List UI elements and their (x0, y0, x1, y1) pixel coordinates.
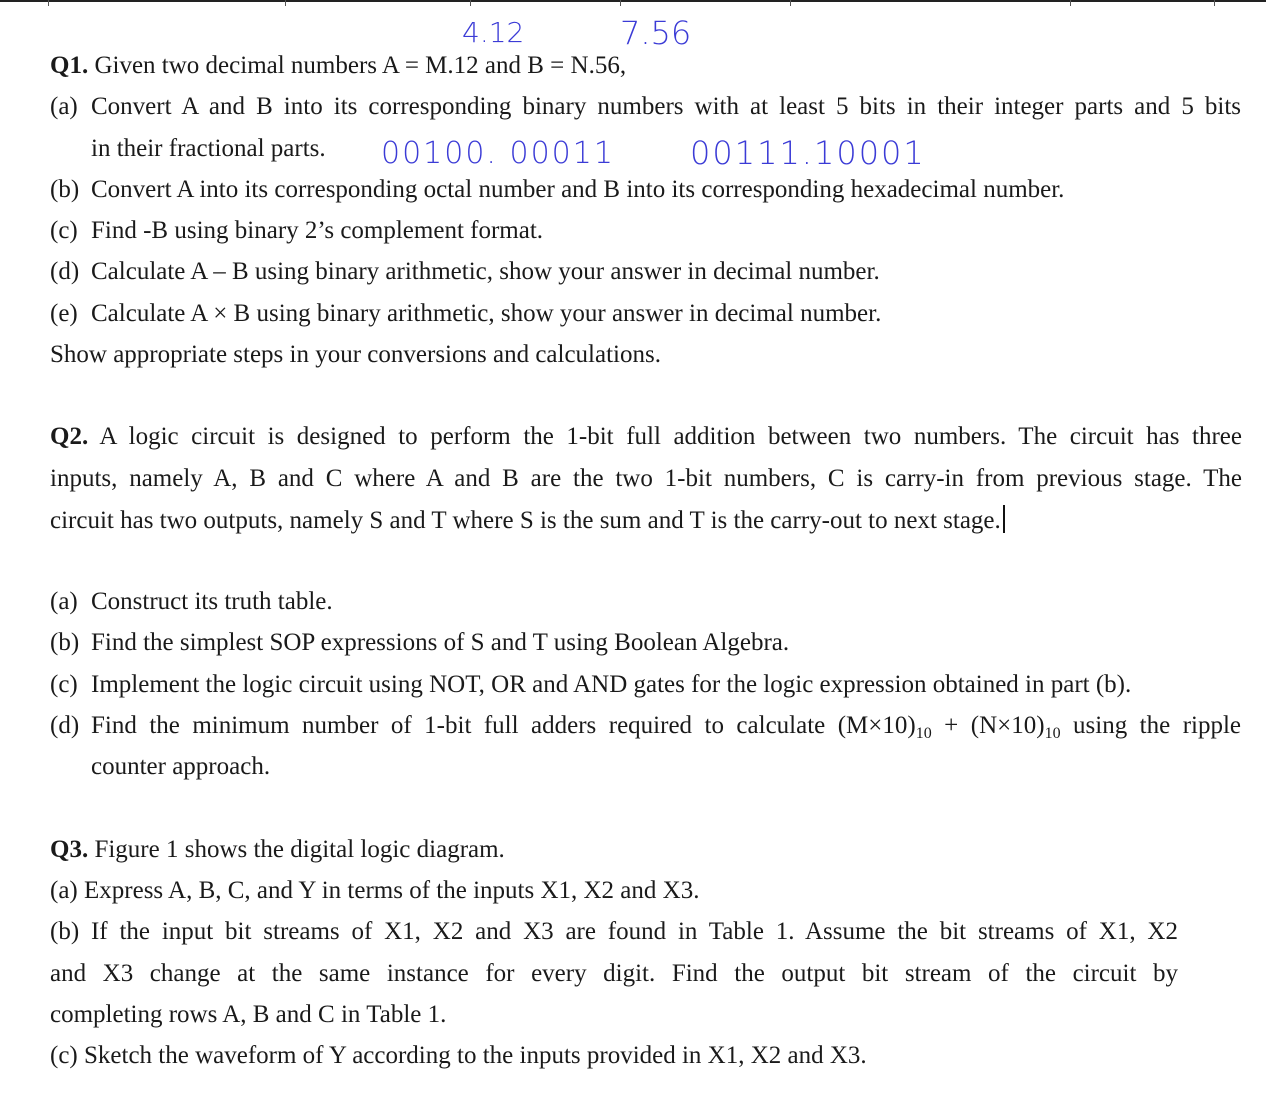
q3c-text: (c) Sketch the waveform of Y according to the inputs provided in X1, X2 and X3. (50, 1042, 867, 1069)
q1d-text: Calculate A – B using binary arithmetic, show your answer in decimal number. (91, 258, 880, 285)
table-cell-divider (470, 0, 471, 6)
table-cell-divider (790, 0, 791, 6)
q2d-label: (d) (50, 712, 80, 739)
q2-line1 (50, 422, 1242, 452)
table-cell-divider (1070, 0, 1071, 6)
q2d-text-line2: counter approach. (91, 753, 271, 780)
q1d-label: (d) (50, 258, 80, 285)
q3a-text: (a) Express A, B, C, and Y in terms of the inputs X1, X2 and X3. (50, 877, 700, 904)
q1b-label: (b) (50, 176, 80, 203)
q1-footer: Show appropriate steps in your conversions and calculations. (50, 341, 661, 368)
q2c-text: Implement the logic circuit using NOT, OR and AND gates for the logic expression obtained in part (b). (91, 671, 1132, 698)
q2-line1-text: A logic circuit is designed to perform the 1-bit full addition between two numbers. The circuit has three (99, 423, 1242, 450)
q3b-line2: and X3 change at the same instance for every digit. Find the output bit stream of the circuit by (50, 960, 1178, 987)
q1a-label: (a) (50, 93, 78, 120)
q2-line3 (50, 505, 1005, 536)
q3-intro (50, 835, 505, 865)
q2-line2: inputs, namely A, B and C where A and B are the two 1-bit numbers, C is carry-in from previous stage. The (50, 465, 1242, 492)
q2c-label: (c) (50, 671, 78, 698)
q1e-label: (e) (50, 300, 78, 327)
q1-intro (50, 51, 626, 81)
q2d-text-pre: Find the minimum number of 1-bit full adders required to calculate (M×10) (91, 712, 916, 739)
q1a-text-line1: Convert A and B into its corresponding binary numbers with at least 5 bits in their integer parts and 5 bits (91, 93, 1241, 120)
q1c-label: (c) (50, 217, 78, 244)
handwritten-a-binary: 00100. 00011 (381, 136, 615, 171)
table-cell-divider (285, 0, 286, 6)
table-cell-divider (48, 0, 49, 6)
q2-label: Q2. (50, 423, 89, 450)
table-cell-divider (620, 0, 621, 6)
q1a-text-line2: in their fractional parts. (91, 135, 326, 162)
q2d-text (91, 711, 1241, 749)
q1c-text: Find -B using binary 2’s complement format. (91, 217, 544, 244)
q1e-text: Calculate A × B using binary arithmetic, show your answer in decimal number. (91, 300, 882, 327)
q1-intro-text: Given two decimal numbers A = M.12 and B = N.56, (94, 52, 627, 79)
table-border-top (0, 0, 1266, 2)
handwritten-b-binary: 00111.10001 (690, 134, 926, 172)
q2d-subscript-1: 10 (915, 725, 932, 742)
q3-label: Q3. (50, 836, 89, 863)
q2d-text-post: using the ripple (1060, 712, 1242, 739)
q1b-text: Convert A into its corresponding octal number and B into its corresponding hexadecimal number. (91, 176, 1065, 203)
q2b-label: (b) (50, 629, 80, 656)
q2d-subscript-2: 10 (1044, 725, 1061, 742)
table-cell-divider (1214, 0, 1215, 6)
q2-line3-text: circuit has two outputs, namely S and T where S is the sum and T is the carry-out to next stage. (50, 507, 1001, 534)
text-cursor (1003, 505, 1005, 533)
q1-label: Q1. (50, 52, 89, 79)
q2b-text: Find the simplest SOP expressions of S and T using Boolean Algebra. (91, 629, 790, 656)
q2a-label: (a) (50, 588, 78, 615)
handwritten-a-value: 4.12 (462, 16, 525, 49)
q2a-text: Construct its truth table. (91, 588, 333, 615)
handwritten-b-value: 7.56 (620, 14, 692, 52)
q3-intro-text: Figure 1 shows the digital logic diagram. (94, 836, 505, 863)
q3b-line3: completing rows A, B and C in Table 1. (50, 1001, 447, 1028)
q2d-text-mid: + (N×10) (931, 712, 1045, 739)
q3b-line1: (b) If the input bit streams of X1, X2 and X3 are found in Table 1. Assume the bit streams of X1, X2 (50, 918, 1178, 945)
